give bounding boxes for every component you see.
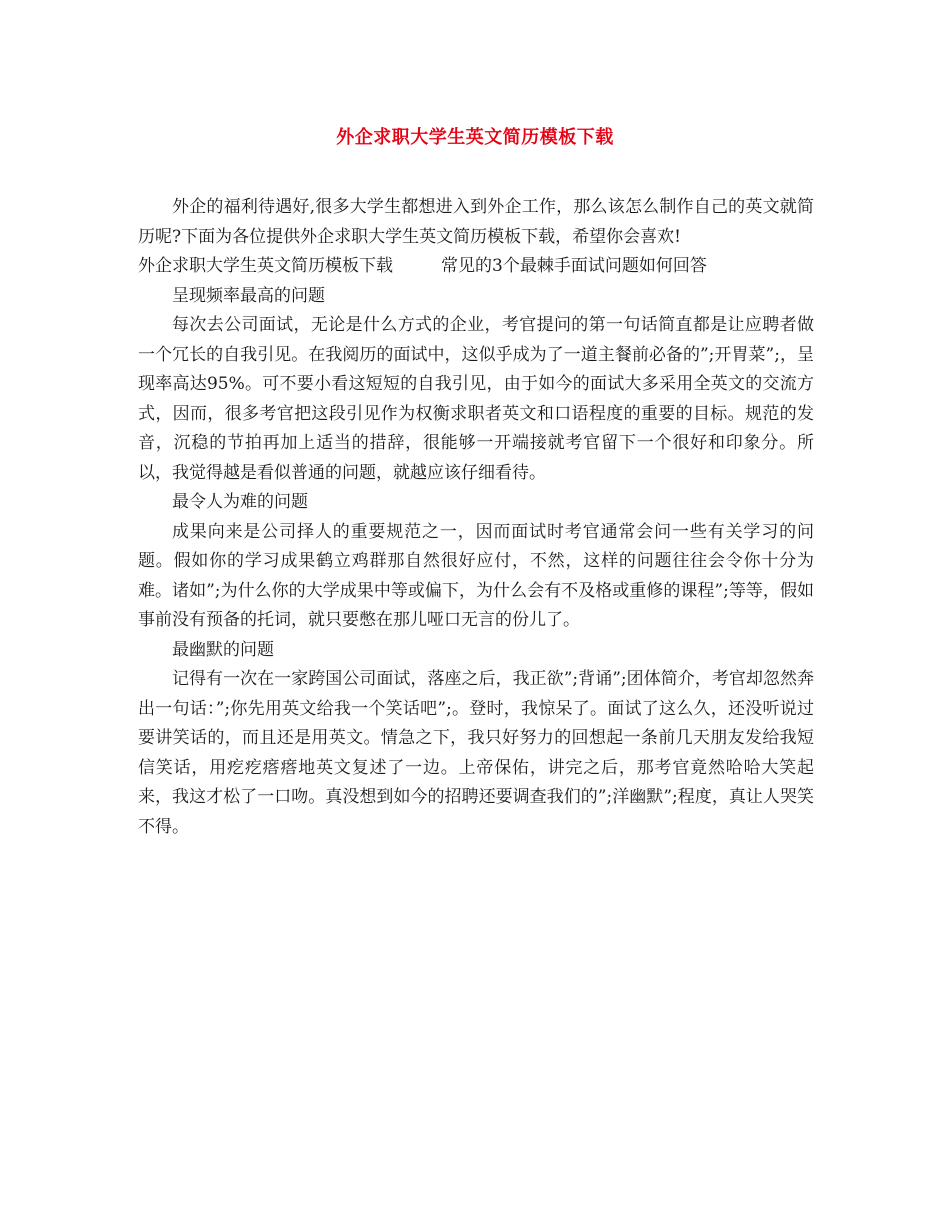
section-heading-frequent: 呈现频率最高的问题 xyxy=(172,285,325,306)
document-title: 外企求职大学生英文简历模板下载 xyxy=(336,127,614,148)
subtitle-line xyxy=(138,252,814,282)
section-heading-humorous: 最幽默的问题 xyxy=(172,639,274,660)
subtitle-right: 常见的3个最棘手面试问题如何回答 xyxy=(441,256,707,276)
section-text-embarrassing: 成果向来是公司择人的重要规范之一，因而面试时考官通常会问一些有关学习的问题。假如你的学习成果鹤立鸡群那自然很好应付，不然，这样的问题往往会令你十分为难。诸如”;为什么你的大学成果中等或偏下，为什么会有不及格或重修的课程”;等等，假如事前没有预备的托词，就只要憋在那儿哑口无言的份儿了。 xyxy=(138,521,814,630)
intro-paragraph: 外企的福利待遇好,很多大学生都想进入到外企工作，那么该怎么制作自己的英文就简历呢?下面为各位提供外企求职大学生英文简历模板下载，希望你会喜欢! xyxy=(138,197,814,247)
subtitle-left: 外企求职大学生英文简历模板下载 xyxy=(138,256,393,276)
section-text-frequent: 每次去公司面试，无论是什么方式的企业，考官提问的第一句话简直都是让应聘者做一个冗长的自我引见。在我阅历的面试中，这似乎成为了一道主餐前必备的”;开胃菜”;，呈现率高达95%。可不要小看这短短的自我引见，由于如今的面试大多采用全英文的交流方式，因而，很多考官把这段引见作为权衡求职者英文和口语程度的重要的目标。规范的发音，沉稳的节拍再加上适当的措辞，很能够一开端接就考官留下一个很好和印象分。所以，我觉得越是看似普通的问题，就越应该仔细看待。 xyxy=(138,315,814,483)
section-heading-embarrassing: 最令人为难的问题 xyxy=(172,492,308,512)
document-body xyxy=(138,193,814,842)
section-text-humorous: 记得有一次在一家跨国公司面试，落座之后，我正欲”;背诵”;团体简介，考官却忽然奔出一句话：”;你先用英文给我一个笑话吧”;。登时，我惊呆了。面试了这么久，还没听说过要讲笑话的，而且还是用英文。情急之下，我只好努力的回想起一条前几天朋友发给我短信笑话，用疙疙瘩瘩地英文复述了一边。上帝保佑，讲完之后，那考官竟然哈哈大笑起来，我这才松了一口吻。真没想到如今的招聘还要调查我们的”;洋幽默”;程度，真让人哭笑不得。 xyxy=(138,669,814,837)
